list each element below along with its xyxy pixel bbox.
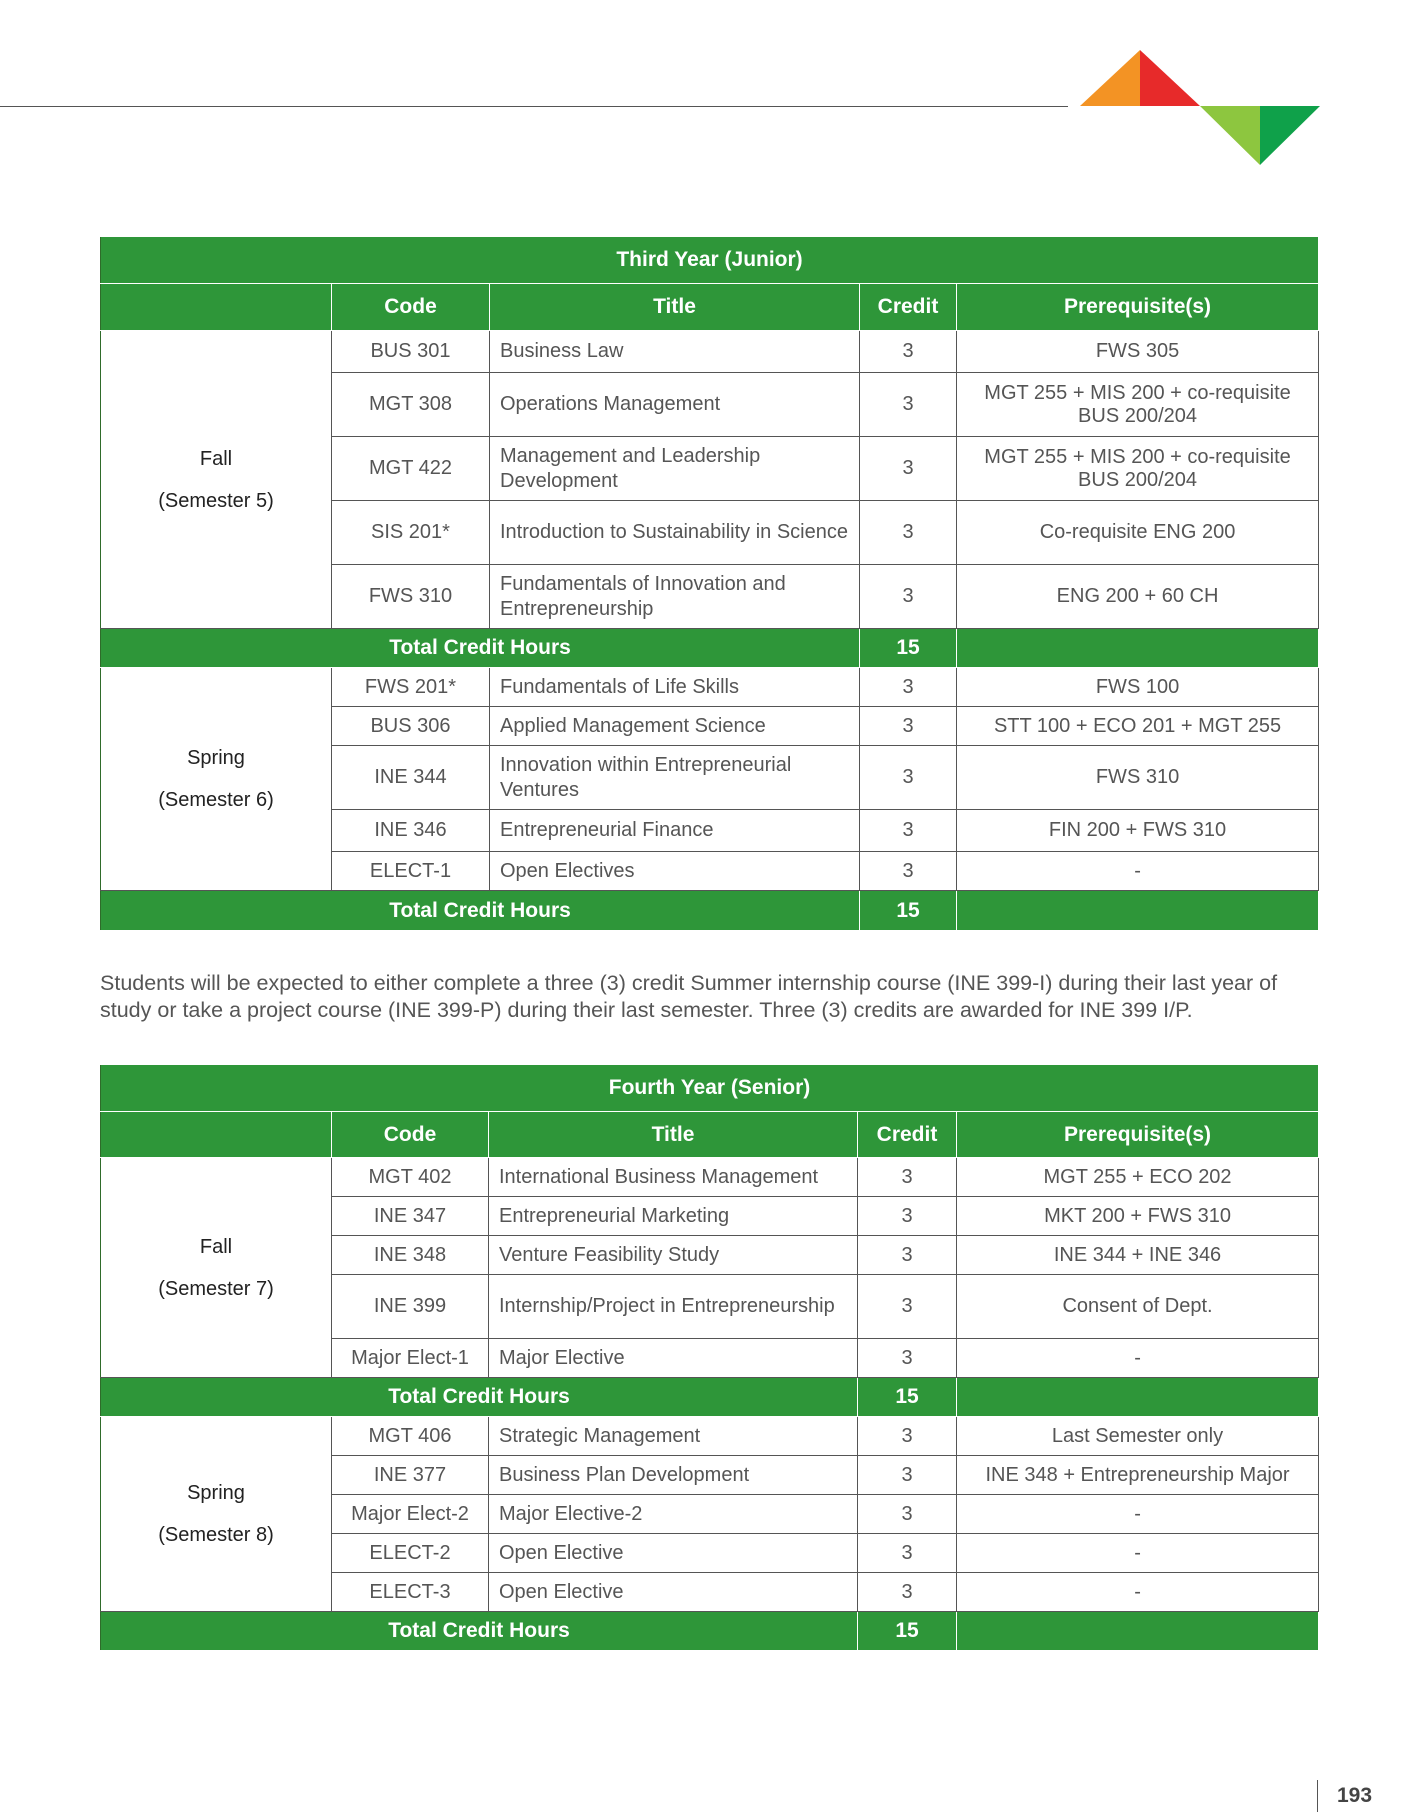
course-credit: 3 bbox=[860, 437, 957, 501]
course-title: Fundamentals of Innovation and Entrepreneurship bbox=[490, 565, 860, 629]
internship-note: Students will be expected to either complete a three (3) credit Summer internship course (INE 399-I) during their last year of study or take a project course (INE 399-P) during their last semester. Three (3) credits are awarded for INE 399 I/P. bbox=[100, 970, 1278, 1022]
header-blank bbox=[101, 284, 332, 331]
header-rule bbox=[0, 106, 1068, 107]
total-credit-value: 15 bbox=[860, 891, 957, 931]
course-title: Entrepreneurial Marketing bbox=[489, 1197, 858, 1236]
course-credit: 3 bbox=[858, 1534, 957, 1573]
semester-number: (Semester 6) bbox=[158, 789, 274, 811]
semester-season: Spring bbox=[187, 1482, 245, 1504]
course-title: Introduction to Sustainability in Science bbox=[490, 501, 860, 565]
semester-season: Spring bbox=[187, 747, 245, 769]
course-prereq: - bbox=[957, 852, 1319, 891]
header-credit: Credit bbox=[860, 284, 957, 331]
course-credit: 3 bbox=[860, 668, 957, 707]
course-title: Fundamentals of Life Skills bbox=[490, 668, 860, 707]
course-prereq: - bbox=[957, 1495, 1319, 1534]
course-code: INE 347 bbox=[332, 1197, 489, 1236]
course-prereq: - bbox=[957, 1534, 1319, 1573]
course-prereq: Co-requisite ENG 200 bbox=[957, 501, 1319, 565]
course-title: Applied Management Science bbox=[490, 707, 860, 746]
semester-label bbox=[101, 1158, 332, 1378]
course-title: Management and Leadership Development bbox=[490, 437, 860, 501]
semester-number: (Semester 8) bbox=[158, 1524, 274, 1546]
course-code: INE 377 bbox=[332, 1456, 489, 1495]
total-credit-label: Total Credit Hours bbox=[101, 1378, 858, 1417]
header-title: Title bbox=[490, 284, 860, 331]
course-title: Internship/Project in Entrepreneurship bbox=[489, 1275, 858, 1339]
course-prereq: INE 344 + INE 346 bbox=[957, 1236, 1319, 1275]
semester-season: Fall bbox=[199, 1235, 233, 1258]
course-credit: 3 bbox=[858, 1456, 957, 1495]
semester-number: (Semester 5) bbox=[158, 489, 274, 512]
course-code: INE 399 bbox=[332, 1275, 489, 1339]
total-credit-value: 15 bbox=[858, 1612, 957, 1651]
course-code: BUS 306 bbox=[332, 707, 490, 746]
course-title: Open Electives bbox=[490, 852, 860, 891]
total-blank bbox=[957, 1378, 1319, 1417]
course-title: Major Elective bbox=[489, 1339, 858, 1378]
table-title: Third Year (Junior) bbox=[101, 237, 1319, 284]
course-prereq: MGT 255 + ECO 202 bbox=[957, 1158, 1319, 1197]
course-credit: 3 bbox=[858, 1417, 957, 1456]
course-prereq: - bbox=[957, 1339, 1319, 1378]
course-credit: 3 bbox=[860, 373, 957, 437]
course-credit: 3 bbox=[858, 1275, 957, 1339]
course-code: MGT 406 bbox=[332, 1417, 489, 1456]
header-blank bbox=[101, 1112, 332, 1158]
course-credit: 3 bbox=[860, 565, 957, 629]
course-prereq: INE 348 + Entrepreneurship Major bbox=[957, 1456, 1319, 1495]
course-credit: 3 bbox=[858, 1236, 957, 1275]
course-prereq: STT 100 + ECO 201 + MGT 255 bbox=[957, 707, 1319, 746]
course-code: SIS 201* bbox=[332, 501, 490, 565]
course-credit: 3 bbox=[858, 1197, 957, 1236]
course-credit: 3 bbox=[860, 331, 957, 373]
course-credit: 3 bbox=[860, 501, 957, 565]
course-prereq: FWS 310 bbox=[957, 746, 1319, 810]
course-code: Major Elect-2 bbox=[332, 1495, 489, 1534]
course-code: Major Elect-1 bbox=[332, 1339, 489, 1378]
logo-green-triangle bbox=[1260, 106, 1320, 165]
course-code: INE 348 bbox=[332, 1236, 489, 1275]
page-number: 193 bbox=[1337, 1784, 1373, 1807]
course-title: International Business Management bbox=[489, 1158, 858, 1197]
course-code: MGT 402 bbox=[332, 1158, 489, 1197]
total-blank bbox=[957, 1612, 1319, 1651]
total-credit-label: Total Credit Hours bbox=[101, 629, 860, 668]
header-credit: Credit bbox=[858, 1112, 957, 1158]
course-title: Major Elective-2 bbox=[489, 1495, 858, 1534]
course-prereq: FIN 200 + FWS 310 bbox=[957, 810, 1319, 852]
course-prereq: Last Semester only bbox=[957, 1417, 1319, 1456]
course-credit: 3 bbox=[860, 852, 957, 891]
course-credit: 3 bbox=[860, 707, 957, 746]
table-title: Fourth Year (Senior) bbox=[101, 1065, 1319, 1112]
total-blank bbox=[957, 891, 1319, 931]
course-prereq: MGT 255 + MIS 200 + co-requisite BUS 200/204 bbox=[957, 373, 1319, 437]
semester-number: (Semester 7) bbox=[158, 1277, 274, 1300]
course-code: FWS 310 bbox=[332, 565, 490, 629]
course-prereq: ENG 200 + 60 CH bbox=[957, 565, 1319, 629]
semester-label bbox=[101, 331, 332, 629]
total-credit-value: 15 bbox=[860, 629, 957, 668]
course-code: MGT 308 bbox=[332, 373, 490, 437]
course-prereq: FWS 305 bbox=[957, 331, 1319, 373]
course-code: ELECT-3 bbox=[332, 1573, 489, 1612]
header-code: Code bbox=[332, 284, 490, 331]
semester-label bbox=[101, 668, 332, 891]
course-credit: 3 bbox=[858, 1339, 957, 1378]
course-title: Business Law bbox=[490, 331, 860, 373]
page-number-rule bbox=[1317, 1780, 1318, 1812]
course-code: INE 344 bbox=[332, 746, 490, 810]
course-code: FWS 201* bbox=[332, 668, 490, 707]
header-code: Code bbox=[332, 1112, 489, 1158]
logo-lightgreen-triangle bbox=[1200, 106, 1260, 165]
total-credit-value: 15 bbox=[858, 1378, 957, 1417]
triangle-logo bbox=[1080, 50, 1320, 165]
course-credit: 3 bbox=[860, 810, 957, 852]
course-prereq: Consent of Dept. bbox=[957, 1275, 1319, 1339]
course-code: MGT 422 bbox=[332, 437, 490, 501]
fourth-year-table bbox=[100, 1064, 1319, 1651]
logo-red-triangle bbox=[1140, 50, 1200, 106]
semester-season: Fall bbox=[199, 447, 233, 470]
course-prereq: MKT 200 + FWS 310 bbox=[957, 1197, 1319, 1236]
course-credit: 3 bbox=[858, 1495, 957, 1534]
third-year-table bbox=[100, 236, 1319, 931]
course-title: Open Elective bbox=[489, 1573, 858, 1612]
course-title: Strategic Management bbox=[489, 1417, 858, 1456]
header-title: Title bbox=[489, 1112, 858, 1158]
course-credit: 3 bbox=[858, 1573, 957, 1612]
semester-label bbox=[101, 1417, 332, 1612]
course-title: Operations Management bbox=[490, 373, 860, 437]
total-credit-label: Total Credit Hours bbox=[101, 891, 860, 931]
course-title: Business Plan Development bbox=[489, 1456, 858, 1495]
course-title: Open Elective bbox=[489, 1534, 858, 1573]
header-prereq: Prerequisite(s) bbox=[957, 284, 1319, 331]
course-code: INE 346 bbox=[332, 810, 490, 852]
course-prereq: MGT 255 + MIS 200 + co-requisite BUS 200/204 bbox=[957, 437, 1319, 501]
course-credit: 3 bbox=[858, 1158, 957, 1197]
course-title: Innovation within Entrepreneurial Ventures bbox=[490, 746, 860, 810]
course-prereq: - bbox=[957, 1573, 1319, 1612]
total-credit-label: Total Credit Hours bbox=[101, 1612, 858, 1651]
course-code: ELECT-1 bbox=[332, 852, 490, 891]
course-credit: 3 bbox=[860, 746, 957, 810]
course-prereq: FWS 100 bbox=[957, 668, 1319, 707]
total-blank bbox=[957, 629, 1319, 668]
header-prereq: Prerequisite(s) bbox=[957, 1112, 1319, 1158]
course-code: ELECT-2 bbox=[332, 1534, 489, 1573]
logo-orange-triangle bbox=[1080, 50, 1140, 106]
course-title: Entrepreneurial Finance bbox=[490, 810, 860, 852]
course-title: Venture Feasibility Study bbox=[489, 1236, 858, 1275]
course-code: BUS 301 bbox=[332, 331, 490, 373]
